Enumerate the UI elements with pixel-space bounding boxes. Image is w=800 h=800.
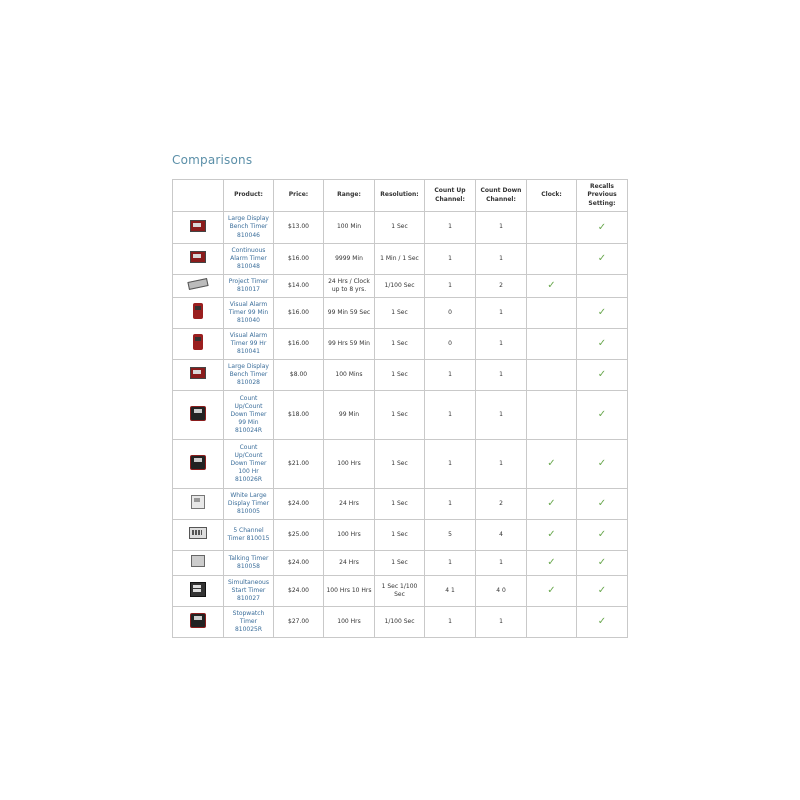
- column-header-clock: Clock:: [527, 180, 577, 212]
- price-cell: $25.00: [274, 520, 324, 551]
- range-cell: 24 Hrs / Clock up to 8 yrs.: [324, 275, 375, 298]
- resolution-cell: 1/100 Sec: [375, 275, 425, 298]
- count-down-cell: 4: [476, 520, 527, 551]
- clock-check-cell: ✓: [527, 440, 577, 489]
- product-cell: [224, 551, 274, 576]
- clock-check-cell: ✓: [527, 576, 577, 607]
- product-link[interactable]: Stopwatch Timer 810025R: [232, 609, 265, 634]
- product-cell: [224, 360, 274, 391]
- product-cell: [224, 520, 274, 551]
- table-row: [173, 244, 628, 275]
- column-header-resolution: Resolution:: [375, 180, 425, 212]
- resolution-cell: 1 Sec: [375, 489, 425, 520]
- range-cell: 100 Hrs: [324, 440, 375, 489]
- product-link[interactable]: Large Display Bench Timer 810028: [228, 362, 269, 387]
- price-cell: $14.00: [274, 275, 324, 298]
- count-up-cell: 4 1: [425, 576, 476, 607]
- product-cell: [224, 440, 274, 489]
- column-header-recalls: Recalls Previous Setting:: [577, 180, 628, 212]
- resolution-cell: 1/100 Sec: [375, 607, 425, 638]
- range-cell: 99 Min: [324, 391, 375, 440]
- price-cell: $24.00: [274, 551, 324, 576]
- count-down-cell: 1: [476, 440, 527, 489]
- product-cell: [224, 275, 274, 298]
- product-thumbnail-icon[interactable]: [193, 303, 203, 319]
- table-row: [173, 329, 628, 360]
- column-header-count-up: Count Up Channel:: [425, 180, 476, 212]
- product-image-cell[interactable]: [173, 275, 224, 298]
- range-cell: 100 Hrs: [324, 607, 375, 638]
- product-image-cell[interactable]: [173, 212, 224, 244]
- range-cell: 24 Hrs: [324, 489, 375, 520]
- count-up-cell: 1: [425, 275, 476, 298]
- column-header-range: Range:: [324, 180, 375, 212]
- price-cell: $27.00: [274, 607, 324, 638]
- comparison-table: [172, 179, 628, 638]
- product-link[interactable]: Visual Alarm Timer 99 Hr 810041: [229, 331, 268, 356]
- recalls-check-cell: ✓: [577, 440, 628, 489]
- product-thumbnail-icon[interactable]: [190, 406, 206, 421]
- clock-check-cell: [527, 329, 577, 360]
- count-down-cell: 1: [476, 360, 527, 391]
- clock-check-cell: ✓: [527, 520, 577, 551]
- resolution-cell: 1 Sec: [375, 551, 425, 576]
- product-thumbnail-icon[interactable]: [190, 367, 206, 379]
- range-cell: 100 Min: [324, 212, 375, 244]
- product-link[interactable]: Count Up/Count Down Timer 100 Hr 810026R: [230, 443, 267, 484]
- table-row: [173, 520, 628, 551]
- count-up-cell: 0: [425, 329, 476, 360]
- product-cell: [224, 489, 274, 520]
- column-header-image: [173, 180, 224, 212]
- product-image-cell[interactable]: [173, 329, 224, 360]
- count-up-cell: 1: [425, 244, 476, 275]
- resolution-cell: 1 Sec: [375, 520, 425, 551]
- product-thumbnail-icon[interactable]: [189, 527, 207, 539]
- product-thumbnail-icon[interactable]: [193, 334, 203, 350]
- product-cell: [224, 244, 274, 275]
- range-cell: 100 Mins: [324, 360, 375, 391]
- price-cell: $16.00: [274, 298, 324, 329]
- table-row: [173, 360, 628, 391]
- range-cell: 99 Min 59 Sec: [324, 298, 375, 329]
- clock-check-cell: [527, 391, 577, 440]
- product-cell: [224, 212, 274, 244]
- price-cell: $18.00: [274, 391, 324, 440]
- range-cell: 9999 Min: [324, 244, 375, 275]
- product-link[interactable]: Visual Alarm Timer 99 Min 810040: [228, 300, 269, 325]
- recalls-check-cell: ✓: [577, 298, 628, 329]
- product-link[interactable]: Talking Timer 810058: [228, 554, 269, 570]
- recalls-check-cell: ✓: [577, 576, 628, 607]
- product-image-cell[interactable]: [173, 489, 224, 520]
- product-cell: [224, 298, 274, 329]
- product-thumbnail-icon[interactable]: [190, 455, 206, 470]
- price-cell: $8.00: [274, 360, 324, 391]
- count-down-cell: 1: [476, 551, 527, 576]
- count-up-cell: 1: [425, 607, 476, 638]
- product-image-cell[interactable]: [173, 360, 224, 391]
- column-header-price: Price:: [274, 180, 324, 212]
- price-cell: $16.00: [274, 329, 324, 360]
- count-up-cell: 0: [425, 298, 476, 329]
- clock-check-cell: [527, 244, 577, 275]
- count-down-cell: 4 0: [476, 576, 527, 607]
- product-link[interactable]: Continuous Alarm Timer 810048: [230, 246, 267, 271]
- clock-check-cell: ✓: [527, 275, 577, 298]
- recalls-check-cell: [577, 275, 628, 298]
- count-up-cell: 1: [425, 212, 476, 244]
- price-cell: $24.00: [274, 576, 324, 607]
- product-cell: [224, 329, 274, 360]
- product-link[interactable]: 5 Channel Timer 810015: [227, 526, 270, 542]
- product-cell: [224, 607, 274, 638]
- count-down-cell: 1: [476, 607, 527, 638]
- count-up-cell: 1: [425, 489, 476, 520]
- table-row: [173, 551, 628, 576]
- product-thumbnail-icon[interactable]: [190, 613, 206, 628]
- range-cell: 100 Hrs: [324, 520, 375, 551]
- count-up-cell: 1: [425, 391, 476, 440]
- count-down-cell: 2: [476, 275, 527, 298]
- column-header-count-down: Count Down Channel:: [476, 180, 527, 212]
- count-down-cell: 1: [476, 391, 527, 440]
- table-row: [173, 391, 628, 440]
- clock-check-cell: [527, 212, 577, 244]
- product-thumbnail-icon[interactable]: [190, 220, 206, 232]
- product-link[interactable]: Simultaneous Start Timer 810027: [228, 578, 269, 603]
- count-up-cell: 1: [425, 360, 476, 391]
- recalls-check-cell: ✓: [577, 551, 628, 576]
- product-image-cell[interactable]: [173, 391, 224, 440]
- recalls-check-cell: ✓: [577, 489, 628, 520]
- product-thumbnail-icon[interactable]: [191, 495, 205, 509]
- product-cell: [224, 576, 274, 607]
- product-thumbnail-icon[interactable]: [191, 555, 205, 567]
- count-down-cell: 1: [476, 212, 527, 244]
- count-down-cell: 1: [476, 298, 527, 329]
- price-cell: $21.00: [274, 440, 324, 489]
- count-down-cell: 2: [476, 489, 527, 520]
- count-up-cell: 1: [425, 440, 476, 489]
- resolution-cell: 1 Sec: [375, 360, 425, 391]
- price-cell: $24.00: [274, 489, 324, 520]
- product-thumbnail-icon[interactable]: [187, 278, 208, 290]
- resolution-cell: 1 Sec: [375, 329, 425, 360]
- count-up-cell: 1: [425, 551, 476, 576]
- clock-check-cell: ✓: [527, 489, 577, 520]
- recalls-check-cell: ✓: [577, 360, 628, 391]
- product-image-cell[interactable]: [173, 607, 224, 638]
- table-row: [173, 212, 628, 244]
- product-link[interactable]: Count Up/Count Down Timer 99 Min 810024R: [230, 394, 267, 435]
- recalls-check-cell: ✓: [577, 329, 628, 360]
- product-cell: [224, 391, 274, 440]
- range-cell: 24 Hrs: [324, 551, 375, 576]
- price-cell: $13.00: [274, 212, 324, 244]
- clock-check-cell: [527, 607, 577, 638]
- clock-check-cell: [527, 298, 577, 329]
- product-thumbnail-icon[interactable]: [190, 251, 206, 263]
- section-heading: Comparisons: [172, 153, 253, 167]
- product-image-cell[interactable]: [173, 244, 224, 275]
- count-down-cell: 1: [476, 244, 527, 275]
- resolution-cell: 1 Sec: [375, 298, 425, 329]
- resolution-cell: 1 Sec 1/100 Sec: [375, 576, 425, 607]
- resolution-cell: 1 Sec: [375, 440, 425, 489]
- range-cell: 100 Hrs 10 Hrs: [324, 576, 375, 607]
- recalls-check-cell: ✓: [577, 244, 628, 275]
- recalls-check-cell: ✓: [577, 212, 628, 244]
- product-link[interactable]: Large Display Bench Timer 810046: [228, 215, 269, 239]
- recalls-check-cell: ✓: [577, 520, 628, 551]
- table-row: [173, 576, 628, 607]
- product-image-cell[interactable]: [173, 551, 224, 576]
- range-cell: 99 Hrs 59 Min: [324, 329, 375, 360]
- table-row: [173, 275, 628, 298]
- product-image-cell[interactable]: [173, 298, 224, 329]
- count-up-cell: 5: [425, 520, 476, 551]
- product-image-cell[interactable]: [173, 576, 224, 607]
- clock-check-cell: [527, 360, 577, 391]
- table-row: [173, 298, 628, 329]
- resolution-cell: 1 Sec: [375, 212, 425, 244]
- resolution-cell: 1 Min / 1 Sec: [375, 244, 425, 275]
- product-link[interactable]: Project Timer 810017: [228, 277, 269, 293]
- resolution-cell: 1 Sec: [375, 391, 425, 440]
- recalls-check-cell: ✓: [577, 607, 628, 638]
- clock-check-cell: ✓: [527, 551, 577, 576]
- count-down-cell: 1: [476, 329, 527, 360]
- column-header-product: Product:: [224, 180, 274, 212]
- table-row: [173, 440, 628, 489]
- product-thumbnail-icon[interactable]: [190, 582, 206, 597]
- table-header-row: [173, 180, 628, 212]
- table-row: [173, 607, 628, 638]
- recalls-check-cell: ✓: [577, 391, 628, 440]
- product-image-cell[interactable]: [173, 440, 224, 489]
- product-image-cell[interactable]: [173, 520, 224, 551]
- price-cell: $16.00: [274, 244, 324, 275]
- product-link[interactable]: White Large Display Timer 810005: [227, 491, 270, 516]
- table-row: [173, 489, 628, 520]
